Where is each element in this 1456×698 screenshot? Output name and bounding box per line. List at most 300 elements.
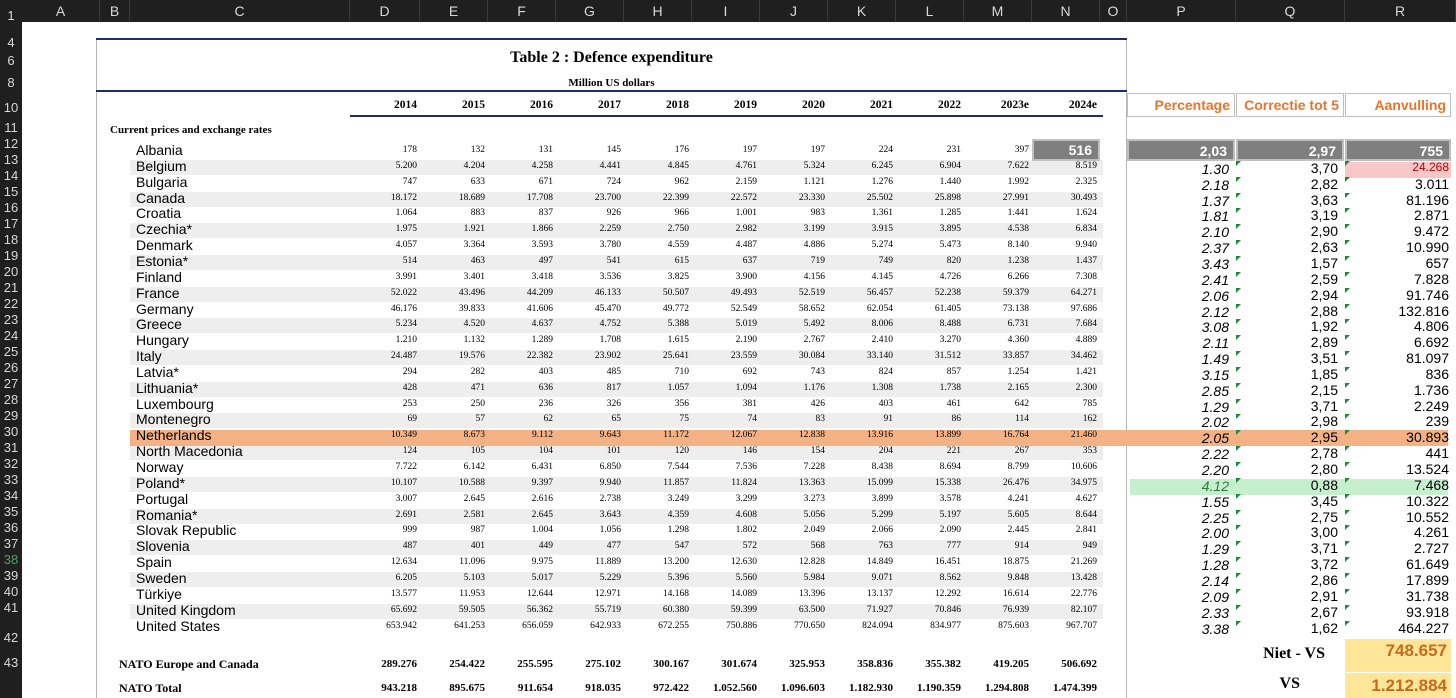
value-cell[interactable]: 514 (402, 255, 417, 266)
correction-cell[interactable]: 1,62 (1310, 619, 1338, 636)
value-cell[interactable]: 17.708 (526, 192, 553, 203)
value-cell[interactable]: 49.493 (730, 287, 757, 298)
totals-value[interactable]: 1.474.399 (1053, 682, 1097, 694)
value-cell[interactable]: 18.689 (458, 192, 485, 203)
correction-cell[interactable]: 2,59 (1310, 270, 1338, 287)
value-cell[interactable]: 7.722 (395, 462, 417, 472)
totals-value[interactable]: 255.595 (517, 658, 553, 670)
value-cell[interactable]: 4.845 (667, 160, 689, 171)
value-cell[interactable]: 52.238 (934, 287, 961, 298)
value-cell[interactable]: 5.017 (531, 572, 553, 583)
value-cell[interactable]: 1.437 (1075, 255, 1097, 266)
totals-value[interactable]: 358.836 (857, 658, 893, 670)
value-cell[interactable]: 743 (810, 366, 825, 377)
value-cell[interactable]: 5.103 (463, 572, 485, 583)
value-cell[interactable]: 12.630 (730, 557, 757, 568)
value-cell[interactable]: 18.172 (390, 192, 417, 203)
totals-value[interactable]: 918.035 (585, 682, 621, 694)
value-cell[interactable]: 34.462 (1070, 351, 1097, 362)
row-header-13[interactable]: 13 (3, 152, 19, 167)
value-cell[interactable]: 24.487 (390, 351, 417, 362)
value-cell[interactable]: 9.397 (531, 477, 553, 488)
correction-cell[interactable]: 2,97 (1308, 143, 1336, 159)
value-cell[interactable]: 5.605 (1007, 509, 1029, 520)
value-cell[interactable]: 11.889 (595, 557, 621, 568)
value-cell[interactable]: 2.750 (667, 224, 689, 235)
column-header-j[interactable]: J (760, 0, 828, 22)
column-header-h[interactable]: H (624, 0, 692, 22)
correction-cell[interactable]: 3,63 (1310, 191, 1338, 208)
value-cell[interactable]: 6.142 (463, 462, 485, 472)
value-cell[interactable]: 2.410 (871, 335, 893, 346)
value-cell[interactable]: 1.361 (871, 208, 893, 219)
value-cell[interactable]: 25.502 (866, 192, 893, 203)
value-cell[interactable]: 267 (1014, 446, 1029, 457)
correction-cell[interactable]: 2,63 (1310, 239, 1338, 256)
correction-cell[interactable]: 3,71 (1310, 397, 1338, 414)
value-cell[interactable]: 719 (810, 255, 825, 266)
value-cell[interactable]: 10.606 (1070, 462, 1097, 472)
value-cell[interactable]: 8.519 (1075, 160, 1097, 171)
value-cell[interactable]: 27.991 (1002, 192, 1029, 203)
percentage-cell[interactable]: 1.29 (1201, 398, 1229, 415)
value-cell[interactable]: 2.445 (1007, 525, 1029, 536)
value-cell[interactable]: 70.846 (934, 604, 961, 615)
value-cell[interactable]: 4.487 (735, 240, 757, 251)
value-cell[interactable]: 837 (538, 208, 553, 219)
value-cell[interactable]: 1.440 (939, 176, 961, 187)
value-cell[interactable]: 641.253 (454, 620, 485, 631)
column-header-i[interactable]: I (692, 0, 760, 22)
value-cell[interactable]: 9.112 (531, 430, 553, 441)
value-cell[interactable]: 44.209 (526, 287, 553, 298)
correction-cell[interactable]: 3,71 (1310, 540, 1338, 557)
value-cell[interactable]: 15.338 (934, 477, 961, 488)
value-cell[interactable]: 4.359 (667, 509, 689, 520)
percentage-cell[interactable]: 2,03 (1199, 143, 1227, 159)
value-cell[interactable]: 2.982 (735, 224, 757, 235)
value-cell[interactable]: 83 (815, 414, 825, 425)
percentage-cell[interactable]: 3.38 (1201, 620, 1229, 637)
value-cell[interactable]: 7.622 (1007, 160, 1029, 171)
value-cell[interactable]: 3.401 (463, 271, 485, 282)
value-cell[interactable]: 1.708 (599, 335, 621, 346)
supplement-cell[interactable]: 239 (1425, 413, 1449, 430)
value-cell[interactable]: 1.802 (735, 525, 757, 536)
value-cell[interactable]: 3.895 (939, 224, 961, 235)
value-cell[interactable]: 145 (606, 145, 621, 155)
correction-cell[interactable]: 3,72 (1310, 556, 1338, 573)
correction-cell[interactable]: 1,92 (1310, 318, 1338, 335)
percentage-cell[interactable]: 1.37 (1201, 192, 1229, 209)
value-cell[interactable]: 4.752 (599, 319, 621, 330)
value-cell[interactable]: 4.559 (667, 240, 689, 251)
value-cell[interactable]: 967.707 (1066, 620, 1097, 631)
supplement-cell[interactable]: 30.893 (1406, 429, 1449, 446)
header-percentage[interactable]: Percentage (1127, 93, 1235, 117)
row-header-40[interactable]: 40 (3, 584, 19, 599)
value-cell[interactable]: 381 (742, 398, 757, 409)
percentage-cell[interactable]: 2.14 (1201, 572, 1229, 589)
value-cell[interactable]: 3.299 (735, 493, 757, 504)
value-cell[interactable]: 692 (742, 366, 757, 377)
supplement-cell[interactable]: 755 (1419, 143, 1443, 159)
column-header-a[interactable]: A (22, 0, 100, 22)
column-header-n[interactable]: N (1032, 0, 1100, 22)
column-header-k[interactable]: K (828, 0, 896, 22)
value-cell[interactable]: 1.254 (1007, 366, 1029, 377)
row-header-33[interactable]: 33 (3, 472, 19, 487)
value-cell[interactable]: 1.289 (531, 335, 553, 346)
supplement-cell[interactable]: 61.649 (1406, 556, 1449, 573)
value-cell[interactable]: 875.603 (998, 620, 1029, 631)
value-cell[interactable]: 636 (538, 382, 553, 393)
percentage-cell[interactable]: 1.29 (1201, 541, 1229, 558)
value-cell[interactable]: 1.624 (1075, 208, 1097, 219)
supplement-cell[interactable]: 31.738 (1406, 587, 1449, 604)
supplement-cell[interactable]: 9.472 (1413, 223, 1449, 240)
value-cell[interactable]: 5.197 (939, 509, 961, 520)
value-cell[interactable]: 131 (538, 145, 553, 155)
column-header-m[interactable]: M (964, 0, 1032, 22)
value-cell[interactable]: 3.007 (395, 493, 417, 504)
value-cell[interactable]: 197 (810, 145, 825, 155)
value-cell[interactable]: 428 (402, 382, 417, 393)
value-cell[interactable]: 61.405 (934, 303, 961, 314)
row-header-39[interactable]: 39 (3, 568, 19, 583)
value-cell[interactable]: 101 (606, 446, 621, 457)
value-cell[interactable]: 770.650 (794, 620, 825, 631)
value-cell[interactable]: 12.067 (730, 430, 757, 441)
value-cell[interactable]: 477 (606, 541, 621, 552)
value-cell[interactable]: 2.049 (803, 525, 825, 536)
value-cell[interactable]: 12.292 (934, 588, 961, 599)
value-cell[interactable]: 45.470 (594, 303, 621, 314)
value-cell[interactable]: 3.418 (531, 271, 553, 282)
percentage-cell[interactable]: 2.10 (1201, 224, 1229, 241)
value-cell[interactable]: 4.538 (1007, 224, 1029, 235)
value-cell[interactable]: 3.249 (667, 493, 689, 504)
value-cell[interactable]: 60.380 (662, 604, 689, 615)
value-cell[interactable]: 22.382 (526, 351, 553, 362)
value-cell[interactable]: 4.057 (395, 240, 417, 251)
value-cell[interactable]: 4.241 (1007, 493, 1029, 504)
value-cell[interactable]: 39.833 (458, 303, 485, 314)
row-header-24[interactable]: 24 (3, 328, 19, 343)
value-cell[interactable]: 104 (538, 446, 553, 457)
value-cell[interactable]: 120 (674, 446, 689, 457)
value-cell[interactable]: 46.176 (390, 303, 417, 314)
value-cell[interactable]: 962 (674, 176, 689, 187)
row-header-25[interactable]: 25 (3, 344, 19, 359)
value-cell[interactable]: 1.176 (803, 382, 825, 393)
supplement-cell[interactable]: 93.918 (1406, 603, 1449, 620)
value-cell[interactable]: 2.159 (735, 176, 757, 187)
value-cell[interactable]: 8.562 (939, 572, 961, 583)
value-cell[interactable]: 97.686 (1070, 303, 1097, 314)
totals-value[interactable]: 1.294.808 (985, 682, 1029, 694)
value-cell[interactable]: 326 (606, 398, 621, 409)
totals-value[interactable]: 972.422 (653, 682, 689, 694)
value-cell[interactable]: 22.399 (662, 192, 689, 203)
value-cell[interactable]: 671 (538, 176, 553, 187)
value-cell[interactable]: 12.644 (526, 588, 553, 599)
value-cell[interactable]: 8.140 (1007, 240, 1029, 251)
value-cell[interactable]: 750.886 (726, 620, 757, 631)
value-cell[interactable]: 4.637 (531, 319, 553, 330)
value-cell[interactable]: 820 (946, 255, 961, 266)
percentage-cell[interactable]: 2.41 (1201, 271, 1229, 288)
value-cell[interactable]: 294 (402, 366, 417, 377)
value-cell[interactable]: 52.549 (730, 303, 757, 314)
value-cell[interactable]: 282 (470, 366, 485, 377)
value-cell[interactable]: 615 (674, 255, 689, 266)
value-cell[interactable]: 6.850 (599, 462, 621, 472)
value-cell[interactable]: 13.899 (934, 430, 961, 441)
row-header-43[interactable]: 43 (3, 655, 19, 670)
supplement-cell[interactable]: 2.871 (1413, 207, 1449, 224)
value-cell[interactable]: 834.977 (930, 620, 961, 631)
supplement-cell[interactable]: 10.322 (1406, 492, 1449, 509)
supplement-cell[interactable]: 7.828 (1413, 270, 1449, 287)
value-cell[interactable]: 1.615 (667, 335, 689, 346)
value-cell[interactable]: 3.270 (939, 335, 961, 346)
value-cell[interactable]: 82.107 (1070, 604, 1097, 615)
value-cell[interactable]: 4.156 (803, 271, 825, 282)
value-cell[interactable]: 30.493 (1070, 192, 1097, 203)
column-header-q[interactable]: Q (1236, 0, 1345, 22)
value-cell[interactable]: 21.269 (1070, 557, 1097, 568)
value-cell[interactable]: 11.172 (663, 430, 689, 441)
percentage-cell[interactable]: 2.05 (1201, 430, 1229, 447)
totals-value[interactable]: 301.674 (721, 658, 757, 670)
value-cell[interactable]: 6.731 (1007, 319, 1029, 330)
value-cell[interactable]: 642 (1014, 398, 1029, 409)
value-cell[interactable]: 672.255 (658, 620, 689, 631)
supplement-cell[interactable]: 464.227 (1398, 619, 1449, 636)
row-header-6[interactable]: 6 (7, 53, 15, 68)
percentage-cell[interactable]: 2.18 (1201, 176, 1229, 193)
correction-cell[interactable]: 2,78 (1310, 445, 1338, 462)
value-cell[interactable]: 2.645 (463, 493, 485, 504)
value-cell[interactable]: 642.933 (590, 620, 621, 631)
value-cell[interactable]: 401 (470, 541, 485, 552)
value-cell[interactable]: 1.064 (395, 208, 417, 219)
totals-value[interactable]: 419.205 (993, 658, 1029, 670)
value-cell[interactable]: 3.643 (599, 509, 621, 520)
percentage-cell[interactable]: 2.02 (1201, 414, 1229, 431)
value-cell[interactable]: 3.825 (667, 271, 689, 282)
row-header-20[interactable]: 20 (3, 264, 19, 279)
column-header-e[interactable]: E (420, 0, 488, 22)
value-cell[interactable]: 516 (1068, 142, 1092, 158)
value-cell[interactable]: 16.451 (934, 557, 961, 568)
value-cell[interactable]: 13.200 (662, 557, 689, 568)
value-cell[interactable]: 12.838 (798, 430, 825, 441)
supplement-cell[interactable]: 24.268 (1412, 159, 1449, 174)
value-cell[interactable]: 14.089 (730, 588, 757, 599)
value-cell[interactable]: 5.984 (803, 572, 825, 583)
value-cell[interactable]: 749 (878, 255, 893, 266)
value-cell[interactable]: 62 (543, 414, 553, 425)
value-cell[interactable]: 1.441 (1007, 208, 1029, 219)
value-cell[interactable]: 58.652 (798, 303, 825, 314)
value-cell[interactable]: 9.940 (599, 477, 621, 488)
value-cell[interactable]: 16.614 (1002, 588, 1029, 599)
percentage-cell[interactable]: 4.12 (1201, 477, 1229, 494)
value-cell[interactable]: 547 (674, 541, 689, 552)
row-header-10[interactable]: 10 (3, 100, 19, 115)
percentage-cell[interactable]: 2.33 (1201, 604, 1229, 621)
value-cell[interactable]: 33.140 (866, 351, 893, 362)
totals-value[interactable]: 325.953 (789, 658, 825, 670)
value-cell[interactable]: 4.441 (599, 160, 621, 171)
value-cell[interactable]: 4.608 (735, 509, 757, 520)
value-cell[interactable]: 176 (674, 145, 689, 155)
value-cell[interactable]: 23.330 (798, 192, 825, 203)
value-cell[interactable]: 11.857 (663, 477, 689, 488)
value-cell[interactable]: 2.066 (871, 525, 893, 536)
value-cell[interactable]: 162 (1082, 414, 1097, 425)
value-cell[interactable]: 10.349 (390, 430, 417, 441)
value-cell[interactable]: 5.560 (735, 572, 757, 583)
correction-cell[interactable]: 3,00 (1310, 524, 1338, 541)
column-header-c[interactable]: C (130, 0, 350, 22)
value-cell[interactable]: 1.421 (1075, 366, 1097, 377)
correction-cell[interactable]: 3,19 (1310, 207, 1338, 224)
correction-cell[interactable]: 2,15 (1310, 381, 1338, 398)
correction-cell[interactable]: 2,86 (1310, 571, 1338, 588)
correction-cell[interactable]: 2,90 (1310, 223, 1338, 240)
value-cell[interactable]: 824.094 (862, 620, 893, 631)
value-cell[interactable]: 50.507 (662, 287, 689, 298)
value-cell[interactable]: 10.588 (458, 477, 485, 488)
row-header-26[interactable]: 26 (3, 360, 19, 375)
percentage-cell[interactable]: 1.55 (1201, 493, 1229, 510)
value-cell[interactable]: 1.308 (871, 382, 893, 393)
value-cell[interactable]: 12.634 (390, 557, 417, 568)
value-cell[interactable]: 572 (742, 541, 757, 552)
value-cell[interactable]: 3.199 (803, 224, 825, 235)
value-cell[interactable]: 777 (946, 541, 961, 552)
value-cell[interactable]: 2.645 (531, 509, 553, 520)
value-cell[interactable]: 25.898 (934, 192, 961, 203)
row-header-21[interactable]: 21 (3, 280, 19, 295)
value-cell[interactable]: 353 (1082, 446, 1097, 457)
value-cell[interactable]: 2.165 (1007, 382, 1029, 393)
column-header-p[interactable]: P (1127, 0, 1236, 22)
percentage-cell[interactable]: 2.06 (1201, 287, 1229, 304)
value-cell[interactable]: 146 (742, 446, 757, 457)
value-cell[interactable]: 5.019 (735, 319, 757, 330)
value-cell[interactable]: 1.210 (395, 335, 417, 346)
percentage-cell[interactable]: 2.22 (1201, 446, 1229, 463)
supplement-cell[interactable]: 6.692 (1413, 334, 1449, 351)
correction-cell[interactable]: 2,94 (1310, 286, 1338, 303)
value-cell[interactable]: 86 (951, 414, 961, 425)
value-cell[interactable]: 633 (470, 176, 485, 187)
column-header-g[interactable]: G (556, 0, 624, 22)
value-cell[interactable]: 253 (402, 398, 417, 409)
value-cell[interactable]: 21.460 (1070, 430, 1097, 441)
row-header-1[interactable]: 1 (7, 8, 15, 23)
percentage-cell[interactable]: 2.12 (1201, 303, 1229, 320)
row-header-11[interactable]: 11 (4, 120, 18, 135)
value-cell[interactable]: 1.992 (1007, 176, 1029, 187)
row-header-41[interactable]: 41 (3, 600, 19, 615)
value-cell[interactable]: 914 (1014, 541, 1029, 552)
totals-value[interactable]: 911.654 (517, 682, 553, 694)
value-cell[interactable]: 5.492 (803, 319, 825, 330)
totals-value[interactable]: 943.218 (381, 682, 417, 694)
row-header-38[interactable]: 38 (3, 552, 19, 567)
value-cell[interactable]: 15.099 (866, 477, 893, 488)
row-header-15[interactable]: 15 (3, 184, 19, 199)
row-header-16[interactable]: 16 (3, 200, 19, 215)
value-cell[interactable]: 785 (1082, 398, 1097, 409)
value-cell[interactable]: 5.388 (667, 319, 689, 330)
value-cell[interactable]: 71.927 (866, 604, 893, 615)
totals-value[interactable]: 1.190.359 (917, 682, 961, 694)
row-header-35[interactable]: 35 (3, 504, 19, 519)
row-header-8[interactable]: 8 (7, 75, 15, 90)
correction-cell[interactable]: 3,51 (1310, 350, 1338, 367)
value-cell[interactable]: 4.258 (531, 160, 553, 171)
row-header-22[interactable]: 22 (3, 296, 19, 311)
column-header-d[interactable]: D (350, 0, 420, 22)
value-cell[interactable]: 2.738 (599, 493, 621, 504)
totals-value[interactable]: 289.276 (381, 658, 417, 670)
totals-value[interactable]: 1.052.560 (713, 682, 757, 694)
value-cell[interactable]: 653.942 (386, 620, 417, 631)
value-cell[interactable]: 74 (747, 414, 757, 425)
value-cell[interactable]: 12.828 (798, 557, 825, 568)
value-cell[interactable]: 65.692 (390, 604, 417, 615)
value-cell[interactable]: 4.520 (463, 319, 485, 330)
percentage-cell[interactable]: 3.08 (1201, 319, 1229, 336)
value-cell[interactable]: 23.902 (594, 351, 621, 362)
value-cell[interactable]: 724 (606, 176, 621, 187)
value-cell[interactable]: 221 (946, 446, 961, 457)
value-cell[interactable]: 33.857 (1002, 351, 1029, 362)
correction-cell[interactable]: 2,67 (1310, 603, 1338, 620)
supplement-cell[interactable]: 4.261 (1413, 524, 1449, 541)
value-cell[interactable]: 7.684 (1075, 319, 1097, 330)
value-cell[interactable]: 3.273 (803, 493, 825, 504)
summary-value-non-us[interactable]: 748.657 (1385, 641, 1447, 660)
row-header-29[interactable]: 29 (3, 408, 19, 423)
value-cell[interactable]: 1.738 (939, 382, 961, 393)
value-cell[interactable]: 5.234 (395, 319, 417, 330)
value-cell[interactable]: 1.056 (599, 525, 621, 536)
row-header-17[interactable]: 17 (3, 216, 19, 231)
value-cell[interactable]: 13.916 (866, 430, 893, 441)
value-cell[interactable]: 19.576 (458, 351, 485, 362)
column-header-l[interactable]: L (896, 0, 964, 22)
totals-value[interactable]: 1.182.930 (849, 682, 893, 694)
value-cell[interactable]: 1.001 (735, 208, 757, 219)
value-cell[interactable]: 178 (402, 145, 417, 155)
value-cell[interactable]: 13.137 (866, 588, 893, 599)
value-cell[interactable]: 224 (878, 145, 893, 155)
supplement-cell[interactable]: 13.524 (1406, 461, 1449, 477)
value-cell[interactable]: 1.276 (871, 176, 893, 187)
value-cell[interactable]: 3.991 (395, 271, 417, 282)
value-cell[interactable]: 25.641 (662, 351, 689, 362)
value-cell[interactable]: 2.691 (395, 509, 417, 520)
supplement-cell[interactable]: 7.468 (1413, 476, 1449, 493)
value-cell[interactable]: 4.726 (939, 271, 961, 282)
